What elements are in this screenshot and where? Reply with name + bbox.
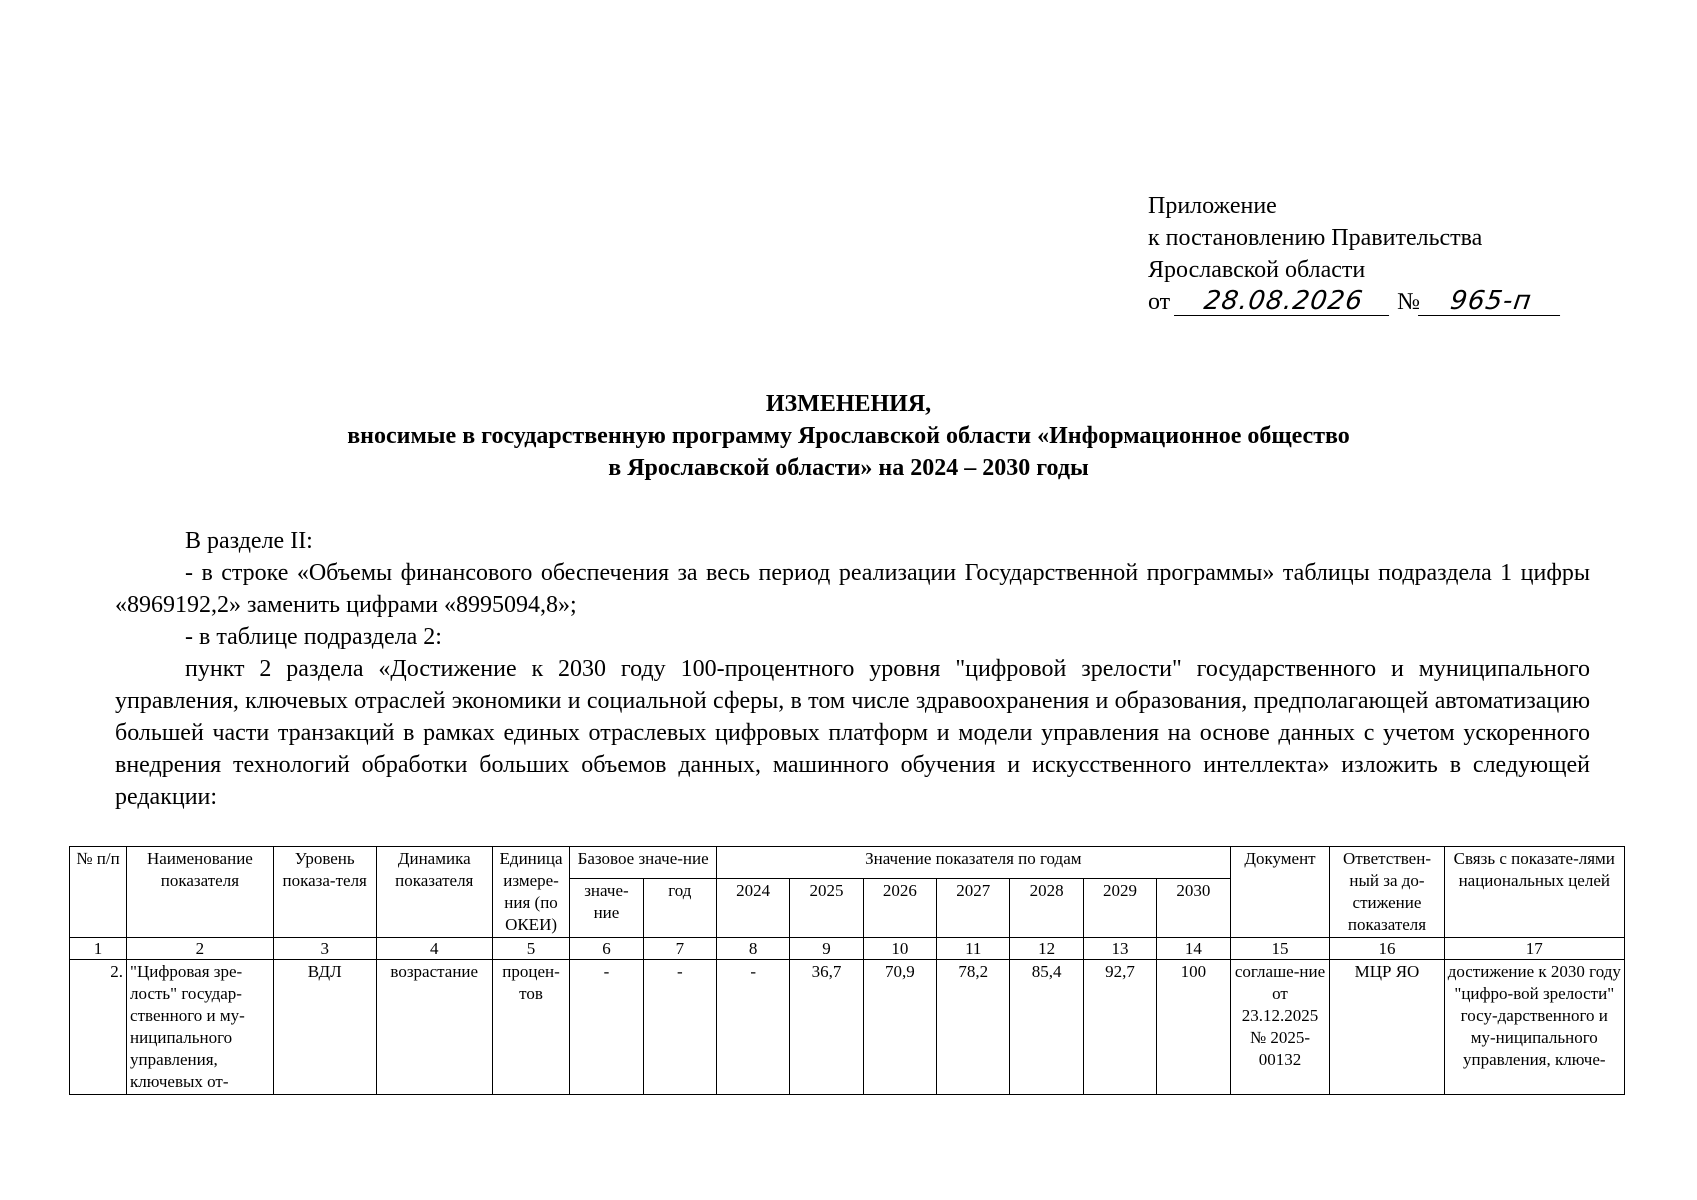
- paragraph-1: В разделе II:: [185, 528, 313, 554]
- column-number: 2: [127, 938, 274, 960]
- column-number: 11: [937, 938, 1010, 960]
- row-base-value: -: [570, 960, 643, 1095]
- column-number: 15: [1230, 938, 1330, 960]
- column-number: 14: [1157, 938, 1230, 960]
- row-name: "Цифровая зре-лость" государ-ственного и му-ниципального управления, ключевых от-: [127, 960, 274, 1095]
- header-link: Связь с показате-лями национальных целей: [1444, 847, 1624, 938]
- header-unit: Единица измере-ния (по ОКЕИ): [492, 847, 569, 938]
- title-line-3: в Ярославской области» на 2024 – 2030 годы: [608, 455, 1089, 481]
- appendix-line-2: к постановлению Правительства: [1148, 225, 1483, 251]
- column-number: 9: [790, 938, 863, 960]
- header-responsible: Ответствен-ный за до-стижение показателя: [1330, 847, 1444, 938]
- header-row-1: [70, 847, 1625, 879]
- header-year: 2026: [863, 878, 936, 937]
- header-year: 2029: [1083, 878, 1156, 937]
- column-number: 12: [1010, 938, 1083, 960]
- document-title: [0, 388, 1697, 484]
- header-level: Уровень показа-теля: [273, 847, 376, 938]
- paragraph-4: пункт 2 раздела «Достижение к 2030 году 100-процентного уровня "цифровой зрелости" государственного и муниципального управления, ключевых отраслей экономики и социальной сферы, в том числе здравоохранения и образования, предполагающей автоматизацию большей части транзакций в рамках единых отраслевых цифровых платформ и модели управления на основе данных с учетом ускоренного внедрения технологий обработки больших объемов данных, машинного обучения и искусственного интеллекта» изложить в следующей редакции:: [115, 656, 1590, 810]
- row-value: 100: [1157, 960, 1230, 1095]
- paragraph-2: - в строке «Объемы финансового обеспечения за весь период реализации Государственной программы» таблицы подраздела 1 цифры «8969192,2» заменить цифрами «8995094,8»;: [115, 560, 1590, 618]
- column-number: 6: [570, 938, 643, 960]
- body-text: [115, 525, 1590, 813]
- title-line-1: ИЗМЕНЕНИЯ,: [765, 391, 932, 417]
- header-dynamics: Динамика показателя: [376, 847, 492, 938]
- title-line-2: вносимые в государственную программу Ярославской области «Информационное общество: [347, 423, 1350, 449]
- paragraph-3: - в таблице подраздела 2:: [185, 624, 442, 650]
- header-year: 2025: [790, 878, 863, 937]
- header-document: Документ: [1230, 847, 1330, 938]
- column-number: 16: [1330, 938, 1444, 960]
- header-base-year: год: [643, 878, 716, 937]
- row-value: -: [717, 960, 790, 1095]
- row-num: 2.: [70, 960, 127, 1095]
- column-number: 8: [717, 938, 790, 960]
- table-row: [70, 960, 1625, 1095]
- number-prefix: №: [1397, 289, 1421, 315]
- row-dynamics: возрастание: [376, 960, 492, 1095]
- row-level: ВДЛ: [273, 960, 376, 1095]
- header-year: 2030: [1157, 878, 1230, 937]
- column-number: 13: [1083, 938, 1156, 960]
- appendix-line-3: Ярославской области: [1148, 257, 1366, 283]
- handwritten-number: 965-п: [1418, 287, 1564, 316]
- column-number: 7: [643, 938, 716, 960]
- date-prefix: от: [1148, 289, 1171, 315]
- row-value: 70,9: [863, 960, 936, 1095]
- appendix-line-1: Приложение: [1148, 193, 1277, 219]
- column-number: 10: [863, 938, 936, 960]
- row-responsible: МЦР ЯО: [1330, 960, 1444, 1095]
- header-base: Базовое значе-ние: [570, 847, 717, 879]
- header-name: Наименование показателя: [127, 847, 274, 938]
- indicator-table: [69, 846, 1625, 1095]
- header-year: 2028: [1010, 878, 1083, 937]
- column-number-row: [70, 938, 1625, 960]
- handwritten-date: 28.08.2026: [1174, 287, 1393, 316]
- row-document: соглаше-ние от 23.12.2025 № 2025-00132: [1230, 960, 1330, 1095]
- row-value: 92,7: [1083, 960, 1156, 1095]
- column-number: 4: [376, 938, 492, 960]
- row-value: 36,7: [790, 960, 863, 1095]
- header-base-value: значе-ние: [570, 878, 643, 937]
- row-link: достижение к 2030 году "цифро-вой зрелости" госу-дарственного и му-ниципального управления, ключе-: [1444, 960, 1624, 1095]
- row-base-year: -: [643, 960, 716, 1095]
- header-by-years: Значение показателя по годам: [717, 847, 1231, 879]
- row-value: 78,2: [937, 960, 1010, 1095]
- header-year: 2024: [717, 878, 790, 937]
- header-year: 2027: [937, 878, 1010, 937]
- appendix-block: [1148, 190, 1562, 318]
- header-num: № п/п: [70, 847, 127, 938]
- row-unit: процен-тов: [492, 960, 569, 1095]
- column-number: 3: [273, 938, 376, 960]
- column-number: 1: [70, 938, 127, 960]
- column-number: 5: [492, 938, 569, 960]
- row-value: 85,4: [1010, 960, 1083, 1095]
- column-number: 17: [1444, 938, 1624, 960]
- appendix-line-4: [1148, 286, 1562, 318]
